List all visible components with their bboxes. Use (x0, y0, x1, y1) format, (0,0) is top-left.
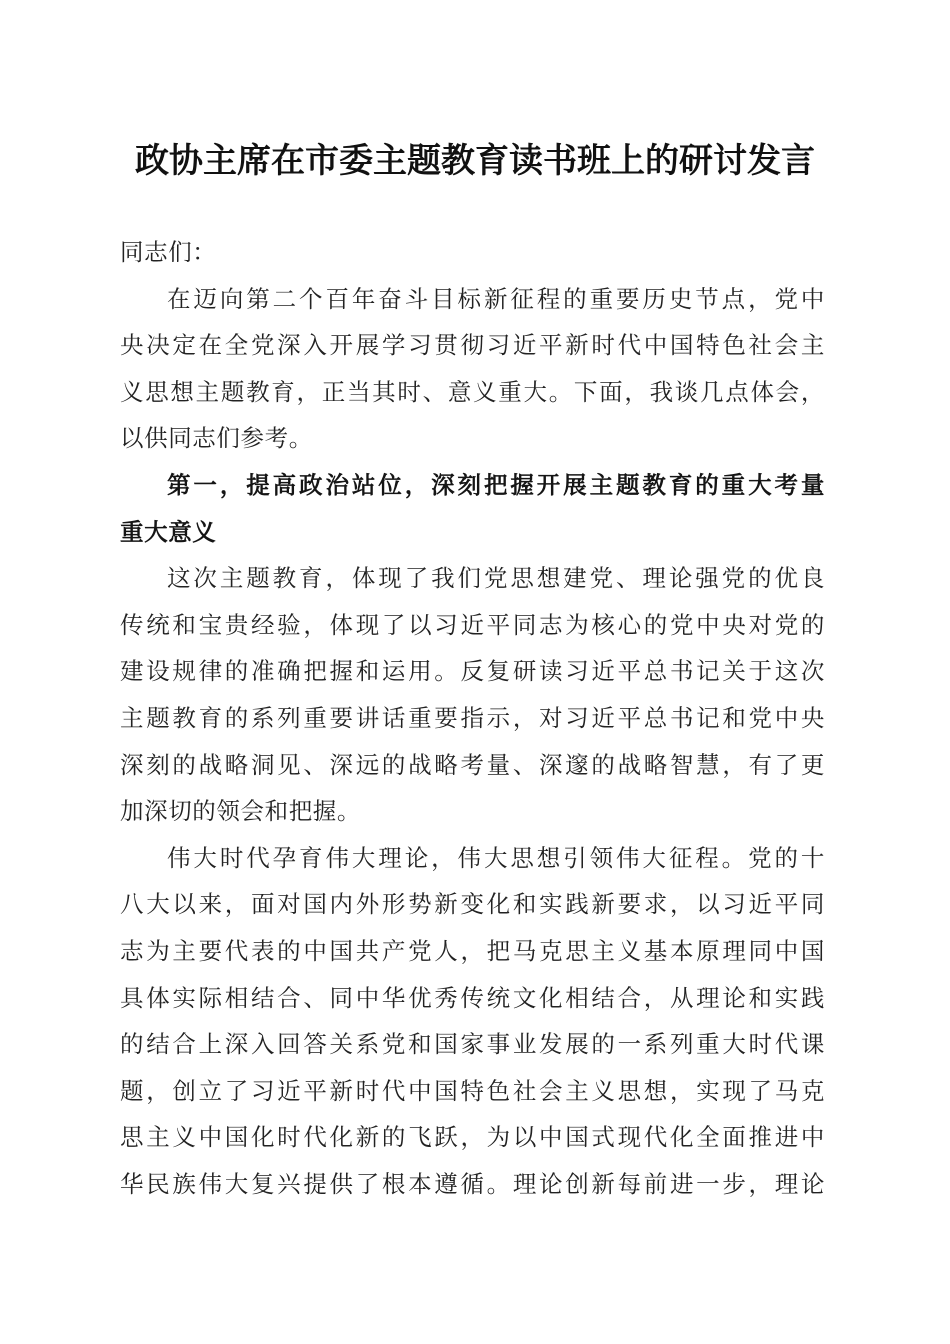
heading-line: 第一，提高政治站位，深刻把握开展主题教育的重大考量 (167, 470, 825, 499)
paragraph-line: 以供同志们参考。 (120, 424, 313, 453)
paragraph-line: 思主义中国化时代化新的飞跃，为以中国式现代化全面推进中 (120, 1123, 825, 1152)
paragraph-line: 深刻的战略洞见、深远的战略考量、深邃的战略智慧，有了更 (120, 750, 825, 779)
paragraph-line: 具体实际相结合、同中华优秀传统文化相结合，从理论和实践 (120, 983, 825, 1012)
paragraph-line: 建设规律的准确把握和运用。反复研读习近平总书记关于这次 (120, 657, 825, 686)
paragraph-line: 华民族伟大复兴提供了根本遵循。理论创新每前进一步，理论 (120, 1169, 825, 1198)
section-heading-1 (120, 462, 825, 555)
salutation-line: 同志们： (120, 238, 217, 266)
paragraph-line: 的结合上深入回答关系党和国家事业发展的一系列重大时代课 (120, 1030, 825, 1059)
paragraph-intro (120, 276, 825, 462)
paragraph-line: 传统和宝贵经验，体现了以习近平同志为核心的党中央对党的 (120, 610, 825, 639)
paragraph-line: 央决定在全党深入开展学习贯彻习近平新时代中国特色社会主 (120, 331, 825, 360)
paragraph-line: 义思想主题教育，正当其时、意义重大。下面，我谈几点体会， (120, 377, 825, 406)
paragraph-line: 伟大时代孕育伟大理论，伟大思想引领伟大征程。党的十 (167, 843, 825, 872)
paragraph-line: 题，创立了习近平新时代中国特色社会主义思想，实现了马克 (120, 1076, 825, 1105)
paragraph-line: 加深切的领会和把握。 (120, 797, 361, 826)
paragraph-line: 八大以来，面对国内外形势新变化和实践新要求，以习近平同 (120, 890, 825, 919)
salutation (120, 229, 825, 276)
paragraph-line: 这次主题教育，体现了我们党思想建党、理论强党的优良 (167, 564, 825, 593)
heading-line: 重大意义 (120, 517, 217, 546)
document-title: 政协主席在市委主题教育读书班上的研讨发言 (135, 141, 815, 181)
paragraph-great-era (120, 835, 825, 1208)
document-body (120, 229, 825, 1207)
paragraph-line: 志为主要代表的中国共产党人，把马克思主义基本原理同中国 (120, 936, 825, 965)
paragraph-line: 在迈向第二个百年奋斗目标新征程的重要历史节点，党中 (167, 284, 825, 313)
paragraph-line: 主题教育的系列重要讲话重要指示，对习近平总书记和党中央 (120, 703, 825, 732)
paragraph-theme-education (120, 555, 825, 835)
